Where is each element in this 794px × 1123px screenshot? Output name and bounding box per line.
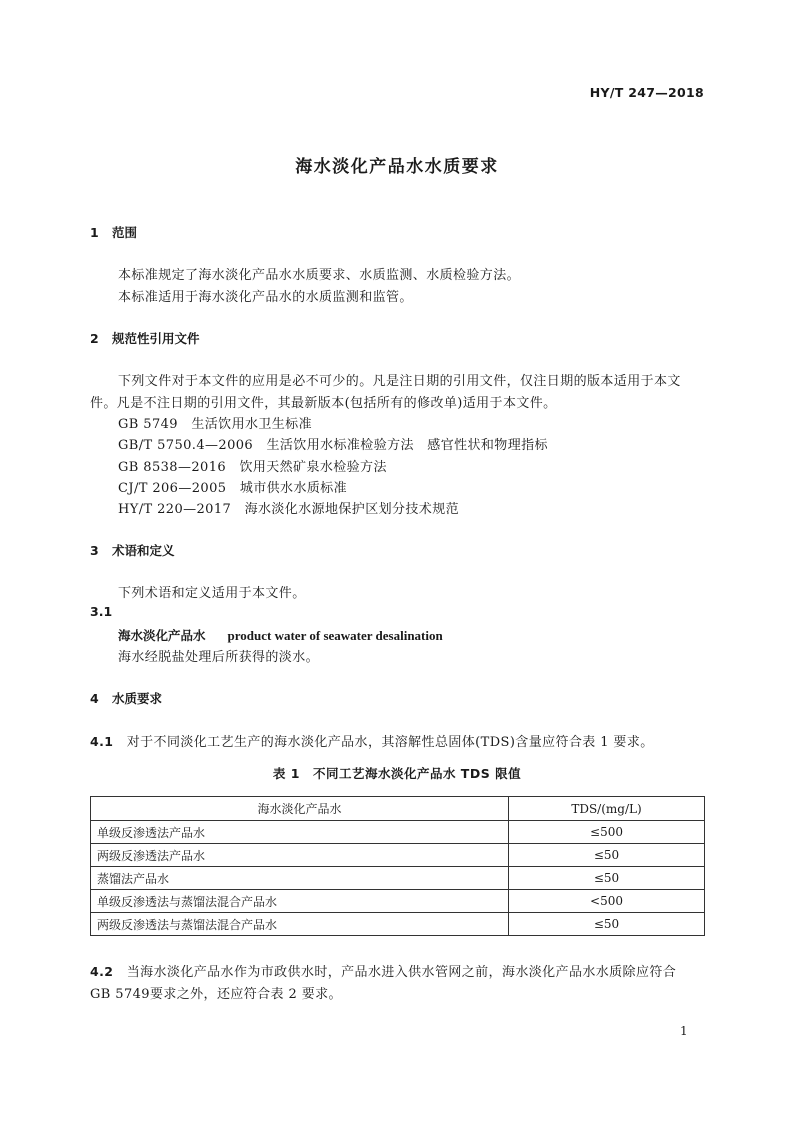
section-2-intro: 下列文件对于本文件的应用是必不可少的。凡是注日期的引用文件，仅注日期的版本适用于本文 bbox=[118, 374, 681, 389]
reference-item bbox=[118, 456, 387, 475]
term-english: product water of seawater desalination bbox=[227, 628, 443, 643]
table-cell: ≤50 bbox=[509, 913, 705, 936]
reference-code: GB 8538—2016 bbox=[118, 460, 227, 475]
section-title: 规范性引用文件 bbox=[112, 331, 200, 346]
section-number: 2 bbox=[90, 331, 99, 346]
section-title: 水质要求 bbox=[112, 691, 163, 706]
table-cell: ≤50 bbox=[509, 844, 705, 867]
clause-text: 当海水淡化产品水作为市政供水时，产品水进入供水管网之前，海水淡化产品水水质除应符合 bbox=[126, 965, 677, 980]
page-number: 1 bbox=[680, 1024, 688, 1038]
reference-item bbox=[118, 413, 312, 432]
reference-code: GB 5749 bbox=[118, 417, 178, 432]
reference-code: GB/T 5750.4—2006 bbox=[118, 438, 254, 453]
table-cell: 两级反渗透法产品水 bbox=[91, 844, 509, 867]
reference-item bbox=[118, 498, 459, 517]
reference-item bbox=[118, 434, 548, 453]
clause-number: 4.1 bbox=[90, 734, 114, 749]
table-row bbox=[91, 913, 705, 936]
section-1-paragraph: 本标准规定了海水淡化产品水水质要求、水质监测、水质检验方法。 bbox=[118, 268, 521, 283]
clause-4-2 bbox=[90, 961, 676, 980]
table-row bbox=[91, 867, 705, 890]
section-3-intro: 下列术语和定义适用于本文件。 bbox=[118, 586, 306, 601]
clause-4-1 bbox=[90, 731, 654, 750]
table-cell: 单级反渗透法与蒸馏法混合产品水 bbox=[91, 890, 509, 913]
table-row bbox=[91, 821, 705, 844]
section-title: 范围 bbox=[112, 225, 138, 240]
table-cell: 蒸馏法产品水 bbox=[91, 867, 509, 890]
section-number: 1 bbox=[90, 225, 99, 240]
reference-title: 海水淡化水源地保护区划分技术规范 bbox=[244, 502, 460, 517]
table-cell: 两级反渗透法与蒸馏法混合产品水 bbox=[91, 913, 509, 936]
table-header: 海水淡化产品水 bbox=[91, 797, 509, 821]
section-3-heading bbox=[90, 541, 175, 559]
term-number: 3.1 bbox=[90, 604, 113, 619]
table-row bbox=[91, 844, 705, 867]
table-cell: ≤50 bbox=[509, 867, 705, 890]
section-2-heading bbox=[90, 329, 200, 347]
table-cell: 单级反渗透法产品水 bbox=[91, 821, 509, 844]
clause-number: 4.2 bbox=[90, 964, 114, 979]
reference-title: 城市供水水质标准 bbox=[239, 481, 348, 496]
reference-code: CJ/T 206—2005 bbox=[118, 481, 227, 496]
section-2-intro: 件。凡是不注日期的引用文件，其最新版本(包括所有的修改单)适用于本文件。 bbox=[90, 396, 557, 411]
reference-title: 生活饮用水标准检验方法 感官性状和物理指标 bbox=[266, 438, 548, 453]
term-definition: 海水经脱盐处理后所获得的淡水。 bbox=[118, 650, 320, 665]
reference-item bbox=[118, 477, 347, 496]
table-row bbox=[91, 890, 705, 913]
section-4-heading bbox=[90, 689, 162, 707]
table-cell: <500 bbox=[509, 890, 705, 913]
table-caption: 表 1 不同工艺海水淡化产品水 TDS 限值 bbox=[272, 766, 522, 781]
table-header-row bbox=[91, 797, 705, 821]
term-chinese: 海水淡化产品水 bbox=[118, 628, 206, 643]
standard-number: HY/T 247—2018 bbox=[589, 85, 704, 100]
document-title: 海水淡化产品水水质要求 bbox=[295, 157, 499, 177]
tds-limit-table bbox=[90, 796, 705, 936]
section-number: 3 bbox=[90, 543, 99, 558]
section-1-paragraph: 本标准适用于海水淡化产品水的水质监测和监管。 bbox=[118, 290, 413, 305]
table-cell: ≤500 bbox=[509, 821, 705, 844]
section-number: 4 bbox=[90, 691, 99, 706]
section-1-heading bbox=[90, 223, 137, 241]
table-header: TDS/(mg/L) bbox=[509, 797, 705, 821]
clause-text: 对于不同淡化工艺生产的海水淡化产品水，其溶解性总固体(TDS)含量应符合表 1 要求。 bbox=[126, 735, 654, 750]
clause-4-2-continued: GB 5749要求之外，还应符合表 2 要求。 bbox=[90, 987, 342, 1002]
reference-code: HY/T 220—2017 bbox=[118, 502, 232, 517]
reference-title: 饮用天然矿泉水检验方法 bbox=[239, 460, 387, 475]
reference-title: 生活饮用水卫生标准 bbox=[191, 417, 312, 432]
term-entry bbox=[118, 625, 443, 644]
section-title: 术语和定义 bbox=[112, 543, 175, 558]
